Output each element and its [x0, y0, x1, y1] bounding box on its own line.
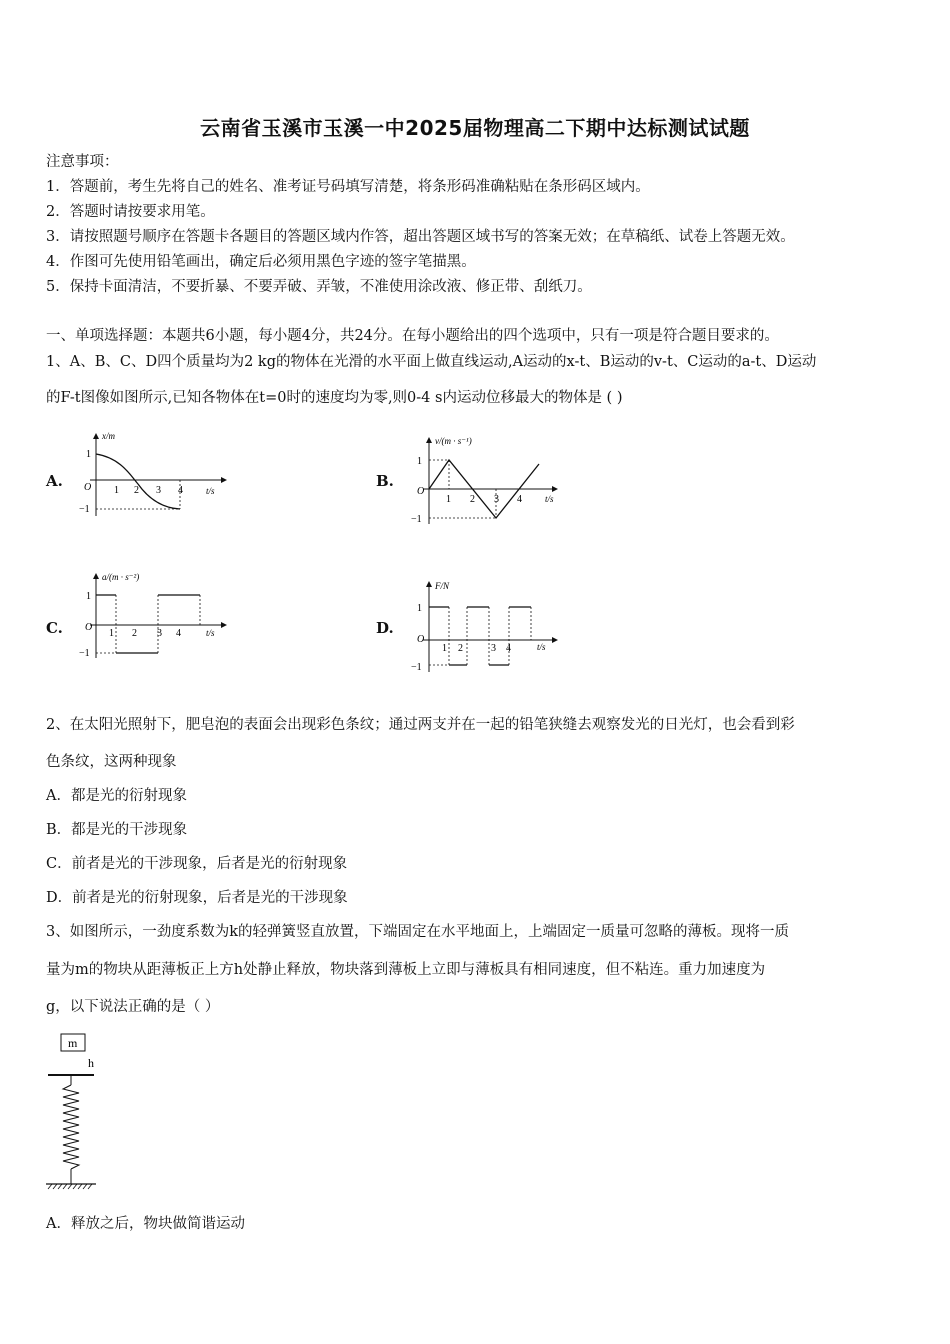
x-tick-label: 1 [109, 628, 114, 639]
option-d-label: D. [376, 619, 394, 637]
x-tick-label: 1 [114, 485, 119, 496]
notice-heading: 注意事项： [46, 154, 119, 170]
x-axis-label: t/s [537, 642, 546, 652]
x-tick-label: 3 [494, 494, 499, 505]
y-tick-label: −1 [79, 648, 90, 659]
x-tick-label: 1 [446, 494, 451, 505]
notice-item: 2．答题时请按要求用笔。 [46, 204, 215, 220]
notice-item: 4．作图可先使用铅笔画出，确定后必须用黑色字迹的签字笔描黑。 [46, 254, 476, 270]
question-2-option-d: D．前者是光的衍射现象，后者是光的干涉现象 [46, 890, 348, 906]
x-tick-label: 2 [132, 628, 137, 639]
x-tick-label: 2 [470, 494, 475, 505]
x-axis-label: t/s [206, 486, 215, 496]
question-3-option-a: A．释放之后，物块做简谐运动 [46, 1216, 245, 1232]
graph-d-ft [405, 578, 565, 674]
question-2-option-c: C．前者是光的干涉现象，后者是光的衍射现象 [46, 856, 348, 872]
x-axis-label: t/s [545, 494, 554, 504]
origin-label: O [417, 634, 425, 645]
x-tick-label: 3 [491, 643, 496, 654]
option-a-label: A. [46, 472, 63, 490]
block-label: m [68, 1036, 78, 1050]
ground-hatch [48, 1184, 92, 1189]
graph-a-xt [76, 428, 236, 524]
x-tick-label: 4 [178, 485, 183, 496]
option-c-label: C. [46, 619, 63, 637]
y-axis-label: F/N [435, 581, 450, 591]
x-tick-label: 1 [442, 643, 447, 654]
x-tick-label: 4 [506, 643, 511, 654]
y-axis-label: v/(m · s⁻¹) [435, 436, 472, 446]
y-tick-label: 1 [86, 449, 91, 460]
origin-label: O [85, 622, 93, 633]
question-3-text: g，以下说法正确的是（ ） [46, 999, 220, 1015]
x-tick-label: 3 [156, 485, 161, 496]
question-3-text: 量为m的物块从距薄板正上方h处静止释放，物块落到薄板上立即与薄板具有相同速度，但不粘连。重力加速度为 [46, 962, 766, 978]
section-heading: 一、单项选择题：本题共6小题，每小题4分，共24分。在每小题给出的四个选项中，只有一项是符合题目要求的。 [46, 328, 779, 344]
curve [96, 454, 180, 509]
question-1-text: 1、A、B、C、D四个质量均为2 kg的物体在光滑的水平面上做直线运动,A运动的x-t、B运动的v-t、C运动的a-t、D运动 [46, 354, 817, 370]
notice-item: 5．保持卡面清洁，不要折暴、不要弄破、弄皱，不准使用涂改液、修正带、刮纸刀。 [46, 279, 592, 295]
spring-figure [40, 1030, 110, 1192]
y-tick-label: −1 [411, 662, 422, 673]
y-tick-label: 1 [417, 603, 422, 614]
graph-c-at [76, 570, 236, 662]
x-tick-label: 4 [517, 494, 522, 505]
x-tick-label: 2 [134, 485, 139, 496]
y-axis-label: a/(m · s⁻²) [102, 572, 140, 582]
origin-label: O [417, 486, 425, 497]
spring-coil [63, 1085, 79, 1169]
question-2-option-b: B．都是光的干涉现象 [46, 822, 188, 838]
x-axis-label: t/s [206, 628, 215, 638]
option-b-label: B. [376, 472, 394, 490]
y-tick-label: −1 [79, 504, 90, 515]
x-tick-label: 4 [176, 628, 181, 639]
question-1-text: 的F-t图像如图所示,已知各物体在t=0时的速度均为零,则0-4 s内运动位移最大的物体是 ( ) [46, 390, 623, 406]
x-tick-label: 2 [458, 643, 463, 654]
question-2-text: 色条纹，这两种现象 [46, 754, 177, 770]
notice-item: 3．请按照题号顺序在答题卡各题目的答题区域内作答，超出答题区域书写的答案无效；在草稿纸、试卷上答题无效。 [46, 229, 795, 245]
y-tick-label: −1 [411, 514, 422, 525]
notice-item: 1．答题前，考生先将自己的姓名、准考证号码填写清楚，将条形码准确粘贴在条形码区域内。 [46, 179, 650, 195]
y-tick-label: 1 [86, 591, 91, 602]
x-tick-label: 3 [157, 628, 162, 639]
question-2-option-a: A．都是光的衍射现象 [46, 788, 187, 804]
question-2-text: 2、在太阳光照射下，肥皂泡的表面会出现彩色条纹；通过两支并在一起的铅笔狭缝去观察发光的日光灯，也会看到彩 [46, 717, 795, 733]
page-title: 云南省玉溪市玉溪一中2025届物理高二下期中达标测试试题 [200, 116, 750, 140]
graph-b-vt [405, 432, 565, 528]
height-label: h [88, 1056, 94, 1070]
y-tick-label: 1 [417, 456, 422, 467]
origin-label: O [84, 482, 92, 493]
question-3-text: 3、如图所示，一劲度系数为k的轻弹簧竖直放置，下端固定在水平地面上，上端固定一质量可忽略的薄板。现将一质 [46, 924, 790, 940]
y-axis-label: x/m [102, 431, 115, 441]
